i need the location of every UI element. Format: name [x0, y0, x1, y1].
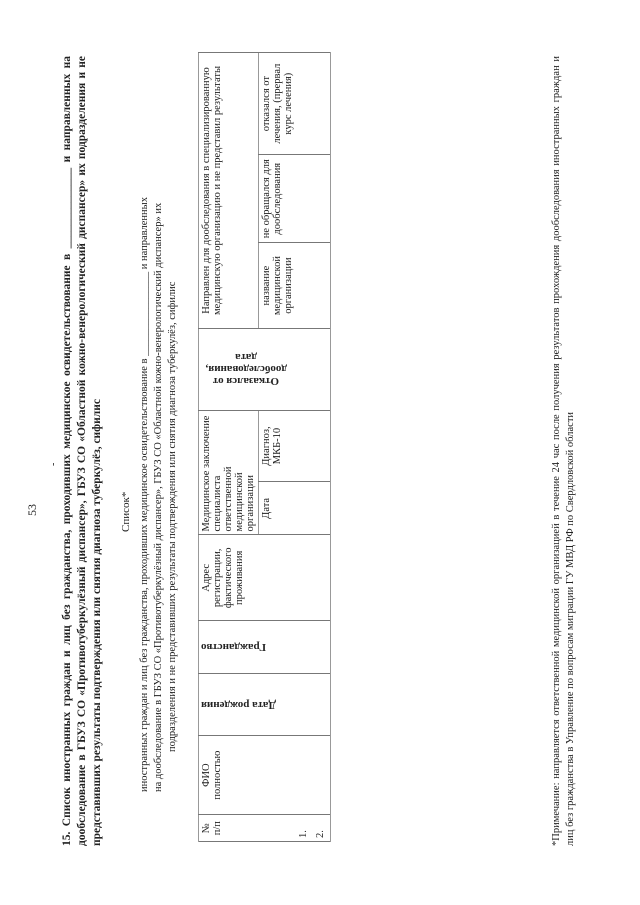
header-diagnosis: Диагноз, МКБ-10 [259, 410, 297, 482]
page-number: 53 [25, 504, 39, 516]
row-number: 2. [313, 815, 331, 842]
description-line-3: подразделения и не представивших результаты подтверждения или снятия диагноза туберкулёз, сифилис [167, 281, 178, 752]
rotated-content [20, 12, 620, 892]
description-line-1: иностранных граждан и лиц без гражданства, проходивших медицинское освидетельствование в ________________ и направленных [139, 197, 150, 792]
header-refused [199, 329, 297, 411]
header-birth-date-label: Дата рождения [201, 698, 276, 711]
list-description [138, 132, 180, 792]
patients-table [198, 52, 331, 842]
description-line-2: на дообследование в ГБУЗ СО «Противотуберкулёзный диспансер», ГБУЗ СО «Областной кожно-венерологический диспансер» их [153, 202, 164, 792]
header-date: Дата [259, 482, 297, 535]
header-citizenship-label: Гражданство [201, 641, 266, 654]
table-row [313, 53, 331, 842]
header-referred: Направлен для дообследования в специализированную медицинскую организацию и не представил результаты [199, 53, 259, 329]
header-med-conclusion: Медицинское заключение специалиста ответственной медицинской организации [199, 410, 259, 535]
header-refused-treatment: отказался от лечения, (прервал курс лечения) [259, 53, 297, 155]
header-refused-label: Отказался от дообследования, дата [205, 351, 287, 388]
header-address: Адрес регистрации, фактического проживания [199, 535, 297, 621]
row-number: 1. [296, 815, 313, 842]
list-title: Список* [120, 491, 132, 532]
page-dash: - [48, 462, 59, 466]
section-heading: 15. Список иностранных граждан и лиц без гражданства, проходивших медицинское освидетельствование в ______________ и направленных на дообследование в ГБУЗ СО «Противотуберкулёзный диспансер», ГБУЗ СО «Областной кожно-венерологический диспансер» их подразделения и не представивших результаты подтверждения или снятия диагноза туберкулёз, сифилис [61, 56, 103, 846]
header-citizenship [199, 621, 297, 674]
header-fio: ФИО полностью [199, 735, 297, 815]
footnote: *Примечание: направляется ответственной медицинской организацией в течение 24 час после получения результатов прохождения дообследования иностранных граждан и лиц без гражданства в Управление по вопросам миграции ГУ МВД РФ по Свердловской области [551, 56, 576, 846]
header-not-applied: не обращался для дообследования [259, 155, 297, 243]
table-row [296, 53, 313, 842]
header-birth-date [199, 674, 297, 735]
header-org-name: название медицинской организации [259, 243, 297, 329]
header-num: № п/п [199, 815, 297, 842]
